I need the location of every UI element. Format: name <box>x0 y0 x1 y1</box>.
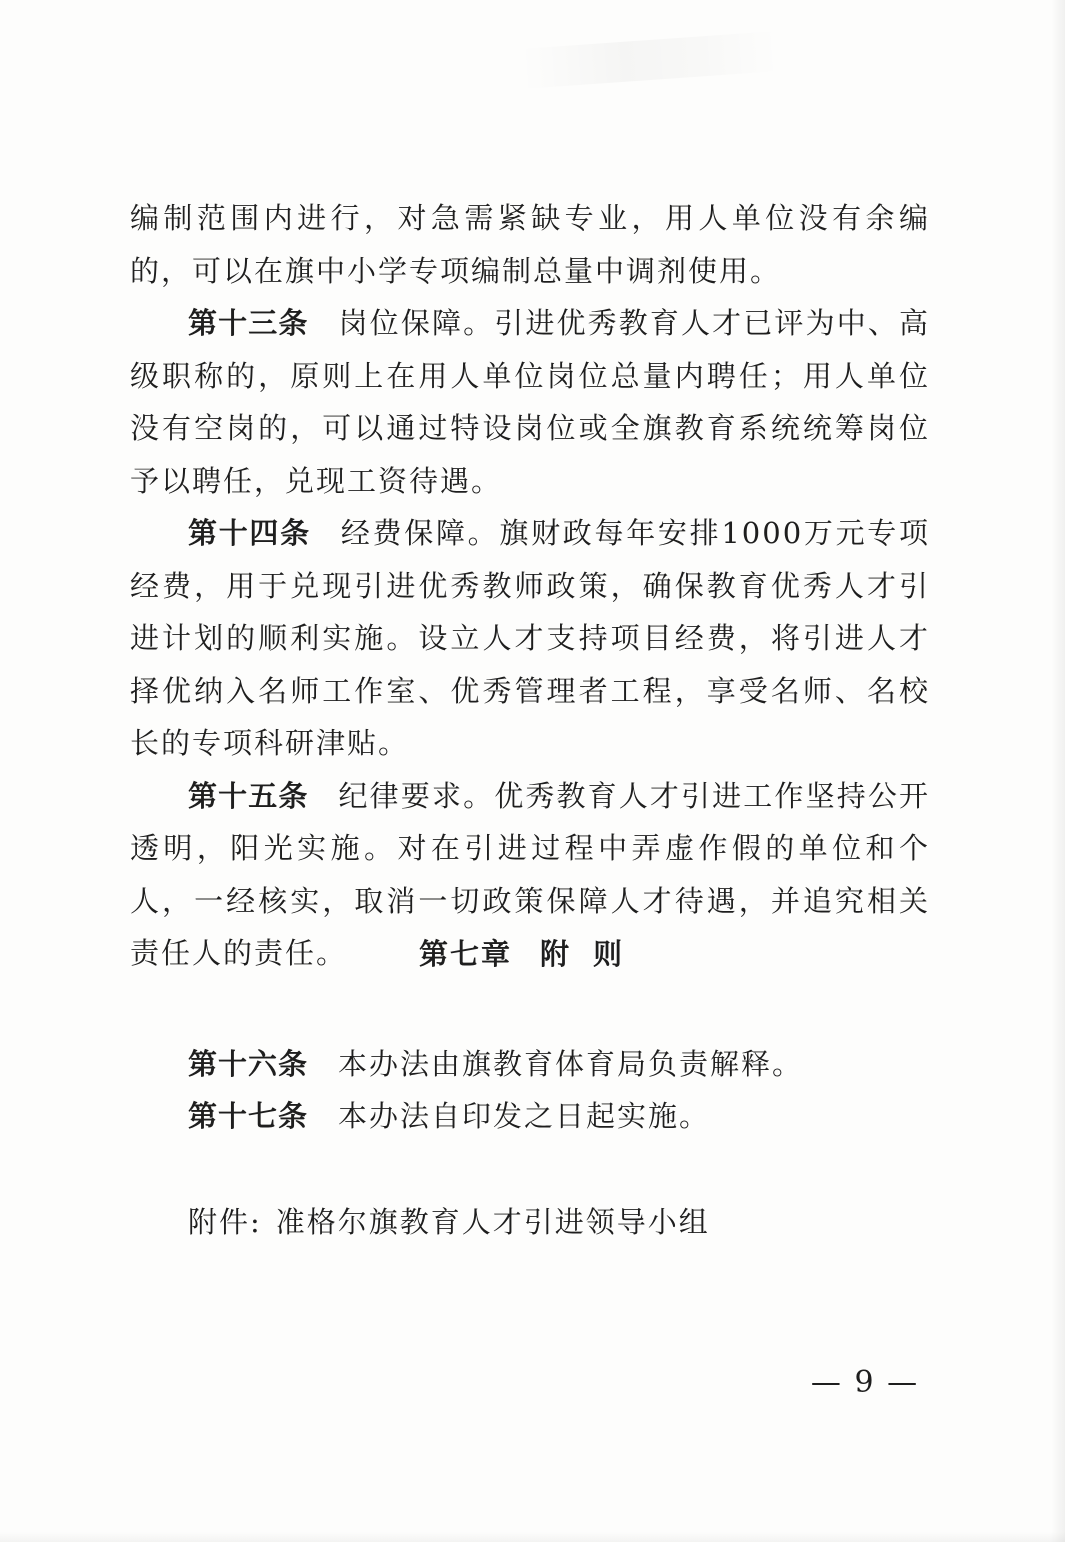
article-text: 岗位保障。引进优秀教育人才已评为中、高级职称的，原则上在用人单位岗位总量内聘任；用人单位没有空岗的，可以通过特设岗位或全旗教育系统统筹岗位予以聘任，兑现工资待遇。 <box>130 306 930 498</box>
continuation-paragraph: 编制范围内进行，对急需紧缺专业，用人单位没有余编的，可以在旗中小学专项编制总量中调剂使用。 <box>130 201 930 288</box>
chapter-number: 第七章 <box>418 937 512 971</box>
attachment-line <box>188 1196 710 1248</box>
page-number: — 9 — <box>810 1365 920 1400</box>
scan-artifact <box>519 31 781 89</box>
chapter-title: 附则 <box>540 937 647 971</box>
article-text: 纪律要求。优秀教育人才引进工作坚持公开透明，阳光实施。对在引进过程中弄虚作假的单位和个人，一经核实，取消一切政策保障人才待遇，并追究相关责任人的责任。 <box>130 778 930 970</box>
article-13 <box>130 297 930 507</box>
scan-edge-shadow <box>1051 0 1065 1542</box>
article-14 <box>130 507 930 770</box>
scan-edge-shadow-bottom <box>0 1532 1065 1542</box>
article-label: 第十七条 <box>188 1099 309 1133</box>
article-text: 本办法自印发之日起实施。 <box>338 1099 711 1133</box>
article-label: 第十六条 <box>188 1047 309 1081</box>
body-text <box>130 192 930 980</box>
article-label: 第十三条 <box>188 306 309 340</box>
attachment-label: 附件: <box>188 1205 262 1239</box>
chapter-heading <box>0 928 1065 980</box>
article-16 <box>188 1038 948 1090</box>
article-label: 第十五条 <box>188 778 309 813</box>
article-label: 第十四条 <box>188 516 311 550</box>
attachment-text: 准格尔旗教育人才引进领导小组 <box>275 1205 710 1239</box>
article-text: 经费保障。旗财政每年安排1000万元专项经费，用于兑现引进优秀教师政策，确保教育优秀人才引进计划的顺利实施。设立人才支持项目经费，将引进人才择优纳入名师工作室、优秀管理者工程，享受名师、名校长的专项科研津贴。 <box>130 516 930 760</box>
article-17 <box>188 1090 948 1142</box>
article-text: 本办法由旗教育体育局负责解释。 <box>338 1047 804 1081</box>
